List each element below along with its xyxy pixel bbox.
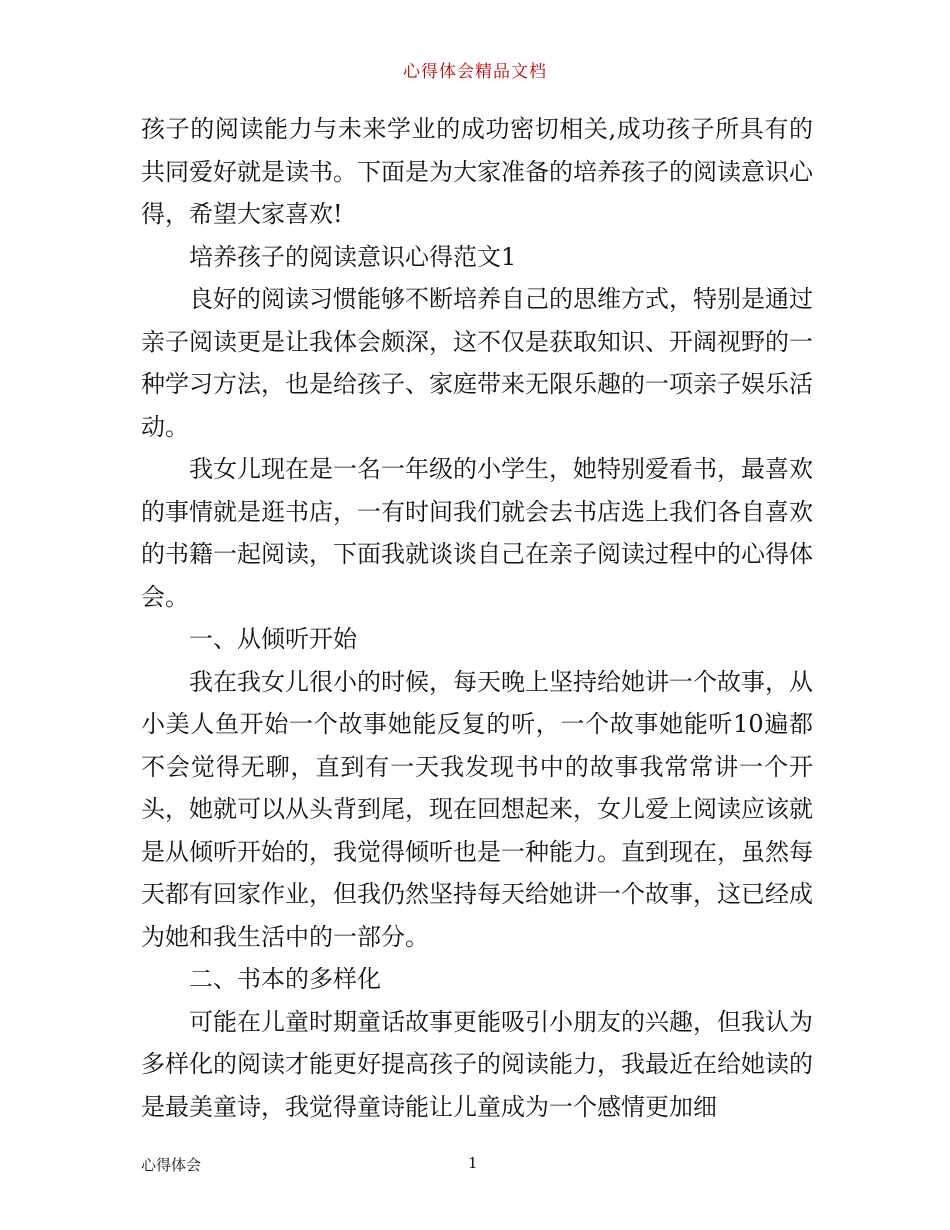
body-paragraph: 良好的阅读习惯能够不断培养自己的思维方式，特别是通过亲子阅读更是让我体会颇深，这不仅是获取知识、开阔视野的一种学习方法，也是给孩子、家庭带来无限乐趣的一项亲子娱乐活动。 <box>141 285 813 441</box>
body-paragraph: 我在我女儿很小的时候，每天晚上坚持给她讲一个故事，从小美人鱼开始一个故事她能反复的听，一个故事她能听10遍都不会觉得无聊，直到有一天我发现书中的故事我常常讲一个开头，她就可以从头背到尾，现在回想起来，女儿爱上阅读应该就是从倾听开始的，我觉得倾听也是一种能力。直到现在，虽然每天都有回家作业，但我仍然坚持每天给她讲一个故事，这已经成为她和我生活中的一部分。 <box>141 667 813 951</box>
section-heading: 二、书本的多样化 <box>189 965 381 993</box>
body-paragraph: 我女儿现在是一名一年级的小学生，她特别爱看书，最喜欢的事情就是逛书店，一有时间我们就会去书店选上我们各自喜欢的书籍一起阅读，下面我就谈谈自己在亲子阅读过程中的心得体会。 <box>141 455 813 611</box>
section-title: 培养孩子的阅读意识心得范文1 <box>189 242 517 271</box>
document-body <box>141 108 813 1128</box>
page-number: 1 <box>468 1154 478 1172</box>
intro-paragraph: 孩子的阅读能力与未来学业的成功密切相关,成功孩子所具有的共同爱好就是读书。下面是为大家准备的培养孩子的阅读意识心得，希望大家喜欢! <box>141 115 813 228</box>
body-paragraph: 可能在儿童时期童话故事更能吸引小朋友的兴趣，但我认为多样化的阅读才能更好提高孩子的阅读能力，我最近在给她读的是最美童诗，我觉得童诗能让儿童成为一个感情更加细 <box>141 1007 813 1121</box>
footer-label: 心得体会 <box>141 1156 202 1174</box>
section-heading: 一、从倾听开始 <box>189 625 357 653</box>
header-title: 心得体会精品文档 <box>403 62 547 82</box>
